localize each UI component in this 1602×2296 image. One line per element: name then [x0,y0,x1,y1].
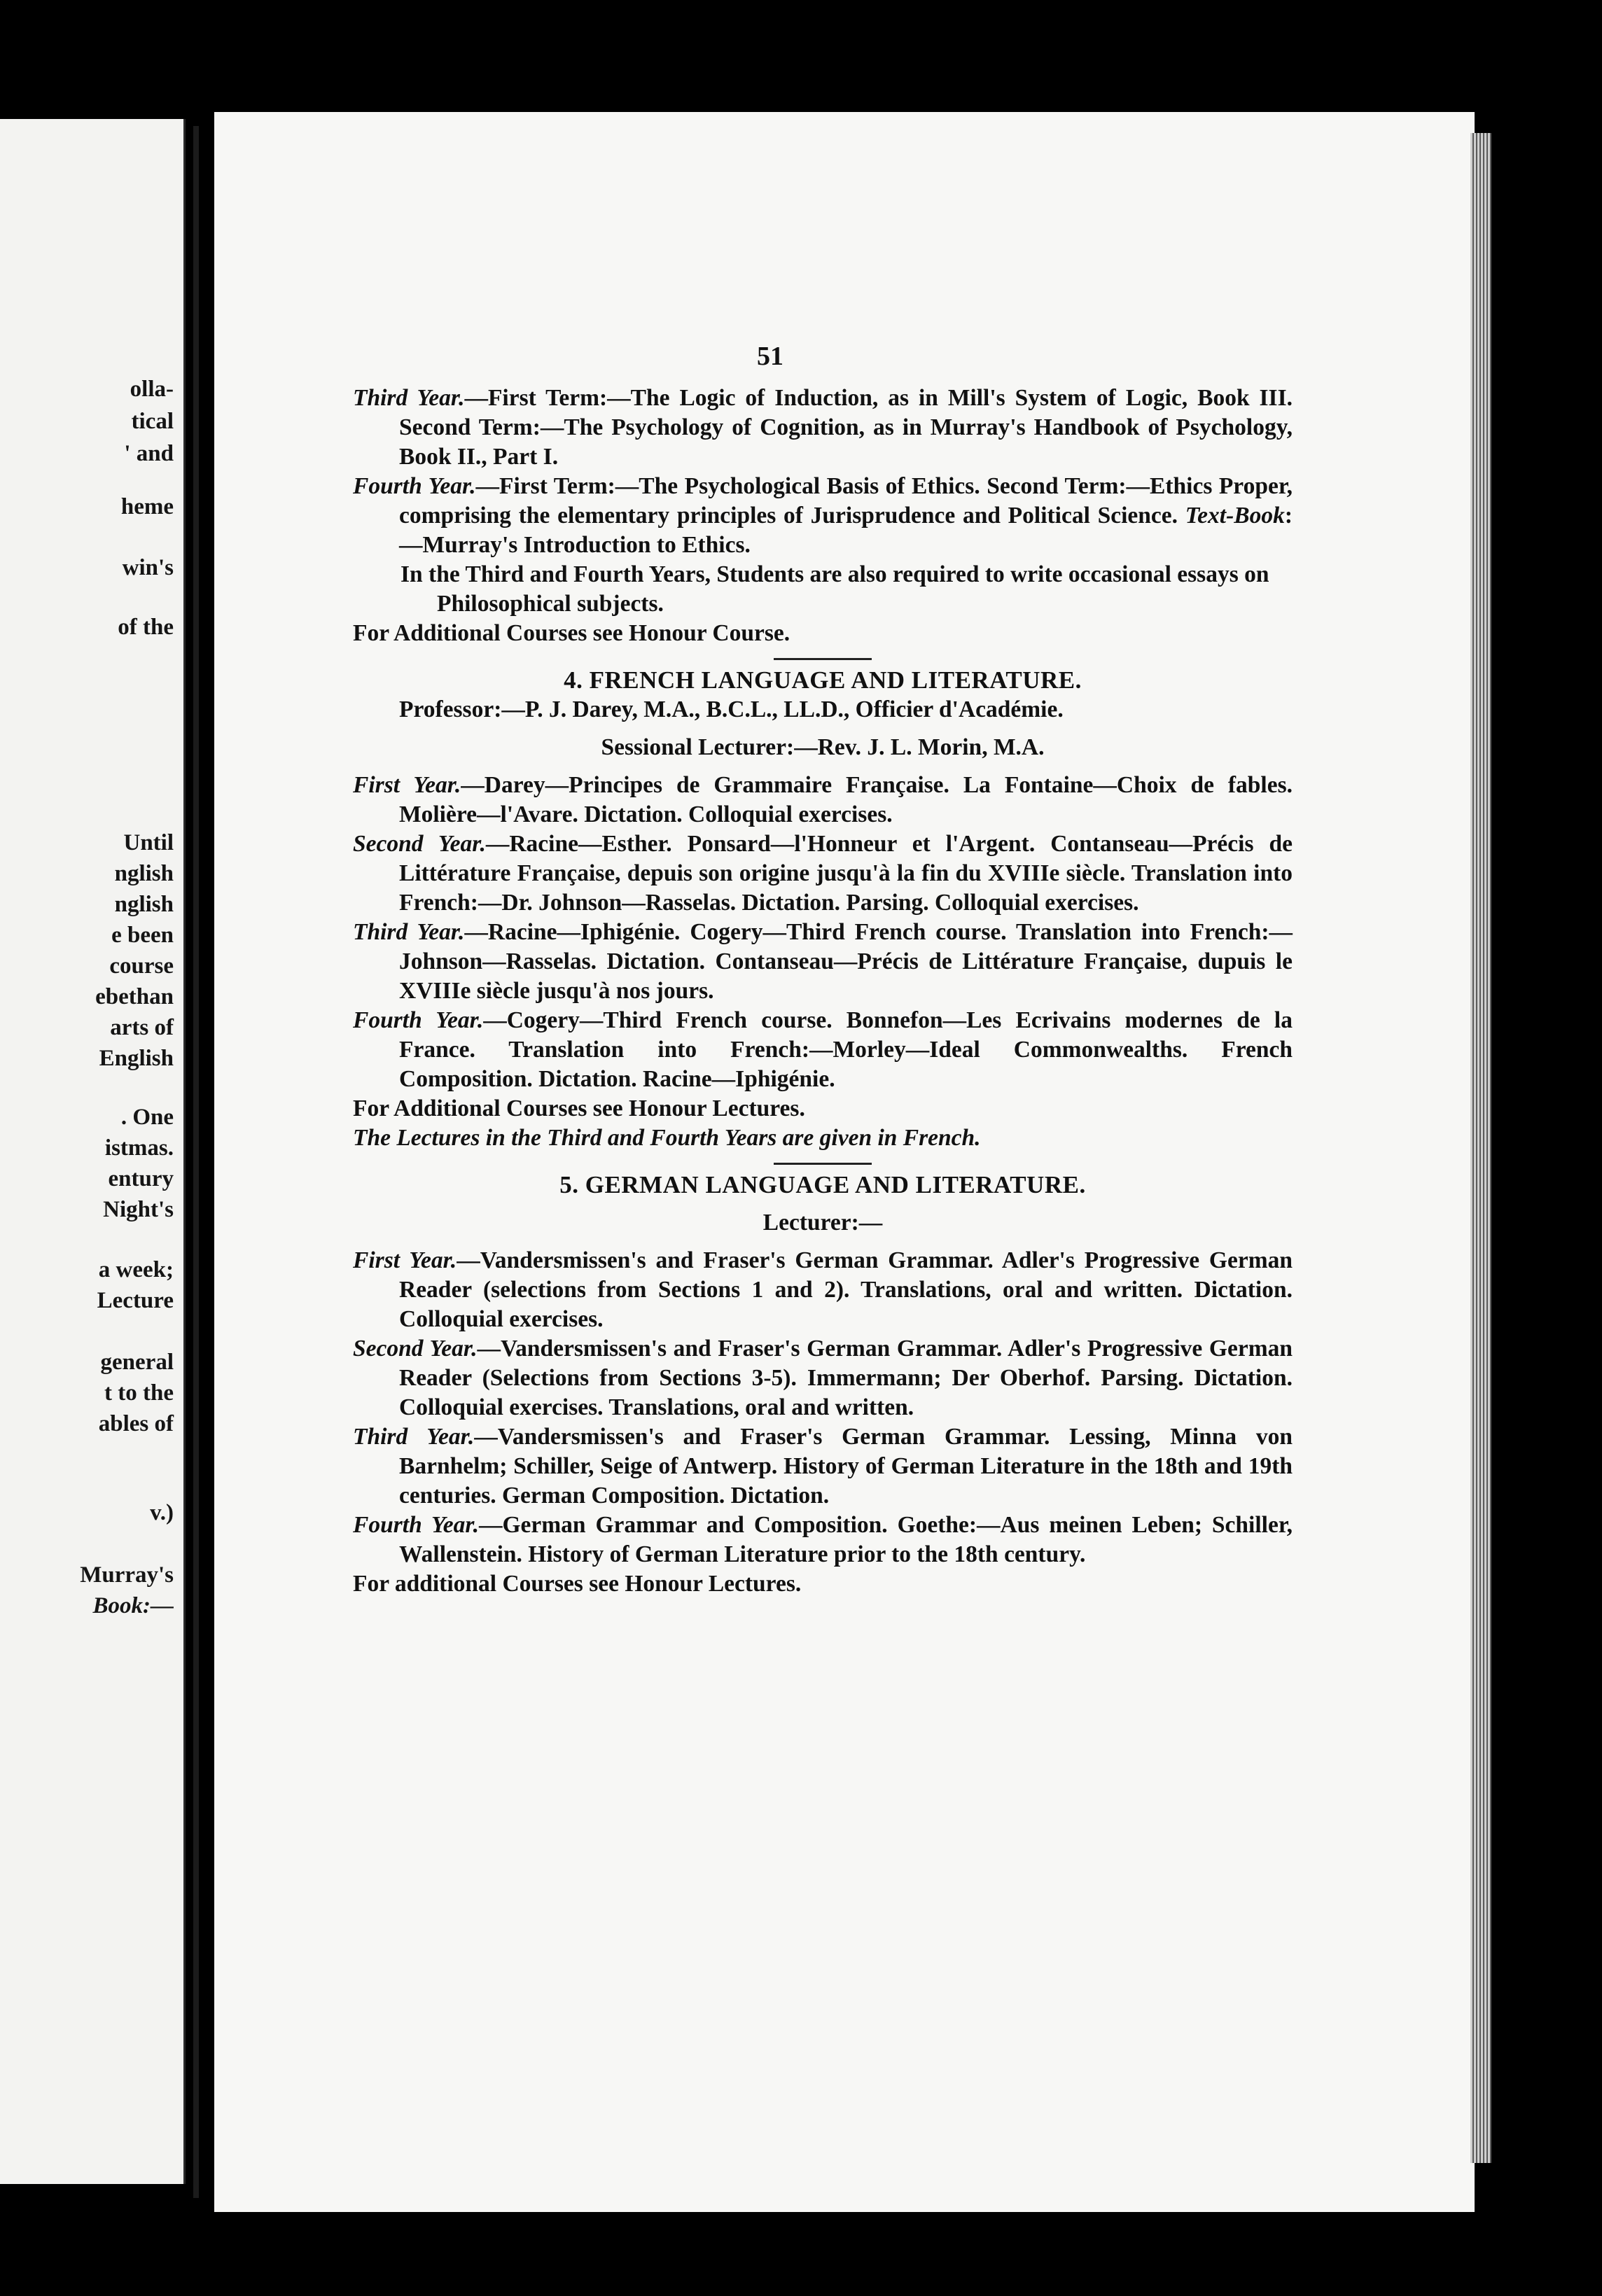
german-fourth-year [353,1511,1293,1569]
left-page-fragment: v.) [150,1500,174,1525]
german-second-year [353,1334,1293,1422]
left-page-fragment: istmas. [104,1135,174,1161]
year-text: —Vandersmissen's and Fraser's German Grammar. Adler's Progressive German Reader (Selections from Sections 3-5). Immermann; Der Oberhof. Parsing. Dictation. Colloquial exercises. Translations, oral and written. [399,1336,1293,1420]
left-page-fragment: ' and [124,441,174,466]
left-page-fragment: a week; [98,1257,174,1282]
left-page-fragment: nglish [114,861,174,886]
year-label: First Year. [353,1247,457,1273]
year-text: —Racine—Esther. Ponsard—l'Honneur et l'Argent. Contanseau—Précis de Littérature Française, depuis son origine jusqu'à la fin du XVIIIe siècle. Translation into French:—Dr. Johnson—Rasselas. Dictation. Parsing. Colloquial exercises. [399,831,1293,916]
year-label: Fourth Year. [353,473,476,499]
year-label: First Year. [353,772,461,798]
left-page-fragment: general [100,1350,174,1375]
textbook-label: Text-Book [1185,503,1285,528]
year-text: —First Term:—The Psychological Basis of Ethics. Second Term:—Ethics Proper, comprising the elementary principles of Jurisprudence and Political Science. [399,473,1293,528]
year-text: —First Term:—The Logic of Induction, as in Mill's System of Logic, Book III. Second Term:—The Psychology of Cognition, as in Murray's Handbook of Psychology, Book II., Part I. [399,385,1293,470]
year-label: Third Year. [353,1424,475,1450]
left-page-fragment: . One [120,1105,174,1130]
french-note: The Lectures in the Third and Fourth Years are given in French. [353,1125,981,1151]
left-page-fragment: e been [111,923,174,948]
german-heading: 5. GERMAN LANGUAGE AND LITERATURE. [559,1171,1086,1198]
page-content [353,342,1293,1599]
french-first-year [353,771,1293,830]
page-gutter-edge [193,126,199,2198]
left-page-fragment: olla- [130,377,174,402]
left-page-fragment: heme [120,494,174,519]
year-text: —Darey—Principes de Grammaire Française. La Fontaine—Choix de fables. Molière—l'Avare. Dictation. Colloquial exercises. [399,772,1293,827]
page-number: 51 [757,342,783,371]
french-professor: Professor:—P. J. Darey, M.A., B.C.L., LL.D., Officier d'Académie. [399,696,1064,722]
year-text: —Cogery—Third French course. Bonnefon—Les Ecrivains modernes de la France. Translation into French:—Morley—Ideal Commonwealths. French Composition. Dictation. Racine—Iphigénie. [399,1007,1293,1092]
section-divider [774,1163,872,1165]
phil-additional: For Additional Courses see Honour Course. [353,620,790,646]
year-text: —Racine—Iphigénie. Cogery—Third French course. Translation into French:—Johnson—Rasselas. Dictation. Contanseau—Précis de Littérature Française, dupuis le XVIIIe siècle jusqu'à nos jours. [399,919,1293,1004]
year-label: Fourth Year. [353,1007,484,1033]
year-label: Third Year. [353,919,465,945]
left-page-fragment: win's [122,555,174,580]
year-text: —German Grammar and Composition. Goethe:—Aus meinen Leben; Schiller, Wallenstein. History of German Literature prior to the 18th century. [399,1512,1293,1567]
year-label: Third Year. [353,385,465,411]
left-page-fragment: ables of [98,1411,174,1436]
left-page-fragment: Night's [103,1197,174,1222]
french-second-year [353,830,1293,918]
textbook-text: :—Murray's Introduction to Ethics. [399,503,1293,558]
year-label: Second Year. [353,1336,478,1362]
left-page-fragment: nglish [114,892,174,917]
section-divider [774,658,872,660]
page-stack-edges [1470,133,1491,2163]
french-additional: For Additional Courses see Honour Lectures. [353,1096,805,1121]
phil-fourth-year [353,472,1293,560]
year-label: Second Year. [353,831,486,857]
left-page-fragment: Book:— [92,1593,174,1618]
essays-note: In the Third and Fourth Years, Students are also required to write occasional essays on Philosophical subjects. [400,561,1269,617]
german-lecturer: Lecturer:— [762,1210,883,1236]
year-text: —Vandersmissen's and Fraser's German Grammar. Adler's Progressive German Reader (selections from Sections 1 and 2). Translations, oral and written. Dictation. Colloquial exercises. [399,1247,1293,1332]
year-text: —Vandersmissen's and Fraser's German Grammar. Lessing, Minna von Barnhelm; Schiller, Seige of Antwerp. History of German Literature in the 18th and 19th centuries. German Composition. Dictation. [399,1424,1293,1508]
german-first-year [353,1246,1293,1334]
left-page-fragment: course [109,953,174,979]
year-label: Fourth Year. [353,1512,479,1538]
french-third-year [353,918,1293,1006]
french-fourth-year [353,1006,1293,1094]
left-page-fragment: entury [108,1166,174,1191]
left-page-fragment: Until [123,830,174,855]
left-page-fragment: Murray's [80,1562,174,1588]
french-lecturer: Sessional Lecturer:—Rev. J. L. Morin, M.A. [601,734,1045,760]
german-additional: For additional Courses see Honour Lectures. [353,1571,802,1597]
german-third-year [353,1422,1293,1511]
left-page-fragment: of the [118,615,174,640]
left-page-fragment: English [99,1046,174,1071]
left-page-fragment: Lecture [97,1288,174,1313]
phil-third-year [353,384,1293,472]
left-page-fragment: tical [131,409,174,434]
left-page-fragment: ebethan [95,984,174,1009]
left-page-fragment: t to the [104,1380,174,1406]
french-heading: 4. FRENCH LANGUAGE AND LITERATURE. [564,666,1082,694]
left-page-fragment: arts of [110,1015,174,1040]
facing-page-left [0,119,186,2184]
